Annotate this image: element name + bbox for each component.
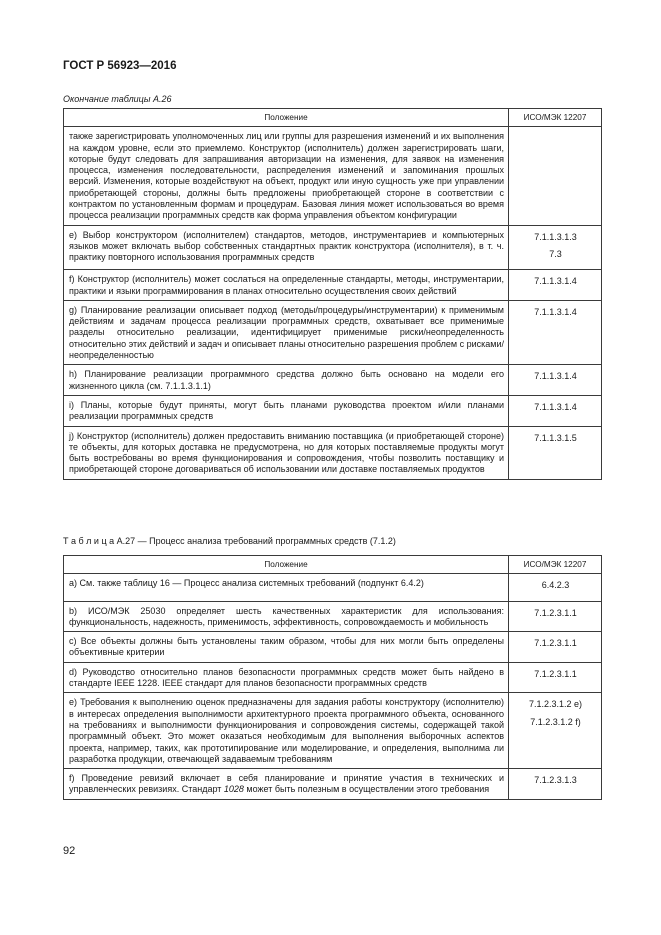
reference-code: 7.1.2.3.1.1: [534, 638, 577, 649]
table-row: [64, 365, 602, 396]
document-code: ГОСТ Р 56923—2016: [63, 60, 177, 72]
row-text: f) Конструктор (исполнитель) может сослаться на определенные стандарты, методы, инструментарии, практики и языки программирования в планах относительно осуществления своих действий: [64, 270, 509, 301]
reference-code: 7.1.1.3.1.4: [534, 306, 577, 317]
row-text: е) Требования к выполнению оценок предназначены для задания работы конструктору (исполнителю) в интересах определения выполнимости архитектурного проекта программного объекта, основанного на требованиях и выполнимости функционирования и сопровождения системы, содержащей такой программный объект. Это может оказаться необходимым для выполнения выборочных аспектов проекта, например, таких, как прототипирование или моделирование, и определения, выполнима ли разработка продукции, отвечающей задаваемым требованиям: [64, 693, 509, 769]
row-text: d) Руководство относительно планов безопасности программных средств может быть найдено в стандарте IEEE 1228. IEEE стандарт для планов безопасности программных средств: [64, 662, 509, 693]
reference-code: 7.1.1.3.1.5: [534, 432, 577, 443]
row-reference: [509, 693, 602, 769]
row-text-part: может быть полезным в осуществлении этого требования: [243, 784, 490, 795]
reference-code: 6.4.2.3: [541, 580, 570, 591]
row-reference: [509, 225, 602, 270]
table-row: [64, 127, 602, 225]
row-text: также зарегистрировать уполномоченных лиц или группы для разрешения изменений и их выполнения на каждом уровне, если это приемлемо. Конструктор (исполнитель) должен зарегистрировать шаги, которые будут следовать для запрашивания авторизации на изменения, для заявок на изменения процесса, изменения последовательности, распределения изменений и запоминания прошлых версий. Изменения, которые воздействуют на объект, продукт или иную сущность уже при управлении приобретающей стороны, должны быть предложены приобретающей стороне в соответствии с контрактом по установленным формам и процедурам. Базовая линия может использоваться во время процесса реализации программных средств как форма управления объектом конфигурации: [64, 127, 509, 225]
column-header-provision: Положение: [64, 109, 509, 127]
reference-code: 7.1.1.3.1.3: [534, 231, 577, 242]
table-row: [64, 693, 602, 769]
row-reference: [509, 300, 602, 364]
table-row: [64, 662, 602, 693]
table-row: [64, 601, 602, 632]
page-number: 92: [63, 845, 76, 857]
reference-code: 7.1.2.3.1.1: [534, 668, 577, 679]
reference-code: 7.1.1.3.1.4: [534, 401, 577, 412]
table-row: [64, 426, 602, 479]
table-header-row: [64, 556, 602, 574]
row-text: i) Планы, которые будут приняты, могут быть планами руководства проектом и/или планами реализации программных средств: [64, 395, 509, 426]
table-caption-a27: Т а б л и ц а А.27 — Процесс анализа требований программных средств (7.1.2): [63, 536, 396, 546]
row-reference: [509, 662, 602, 693]
row-text: [64, 769, 509, 800]
table-row: [64, 769, 602, 800]
row-reference: [509, 270, 602, 301]
table-row: [64, 300, 602, 364]
reference-code: 7.1.2.3.1.2 f): [530, 716, 581, 727]
reference-code: 7.3: [549, 248, 562, 259]
row-text: h) Планирование реализации программного средства должно быть основано на модели его жизненного цикла (см. 7.1.1.3.1.1): [64, 365, 509, 396]
table-row: [64, 270, 602, 301]
column-header-iso: ИСО/МЭК 12207: [509, 109, 602, 127]
row-text: b) ИСО/МЭК 25030 определяет шесть качественных характеристик для использования: функциональность, надежность, применимость, эффективность, сопровождаемость и мобильность: [64, 601, 509, 632]
row-text: j) Конструктор (исполнитель) должен предоставить вниманию поставщика (и приобретающей стороне) те объекты, для которых доставка не предусмотрена, но для которых поставляемые продукты могут быть востребованы во время функционирования и сопровождения, чтобы позволить поставщику и приобретающей стороне договариваться об использовании или доставке поставляемых продуктов: [64, 426, 509, 479]
table-header-row: [64, 109, 602, 127]
table-a26-end: [63, 108, 602, 480]
table-caption-continuation: Окончание таблицы А.26: [63, 94, 172, 104]
table-row: [64, 225, 602, 270]
row-reference: [509, 426, 602, 479]
reference-code: 7.1.1.3.1.4: [534, 276, 577, 287]
row-text: е) Выбор конструктором (исполнителем) стандартов, методов, инструментариев и компьютерных языков может включать выбор собственных стандартных практик конструктора (исполнителя), в т. ч. практику повторного использования программных средств: [64, 225, 509, 270]
row-text: а) См. также таблицу 16 — Процесс анализа системных требований (подпункт 6.4.2): [64, 574, 509, 601]
row-reference: [509, 601, 602, 632]
row-reference: [509, 769, 602, 800]
row-text: g) Планирование реализации описывает подход (методы/процедуры/инструментарии) к применимым действиям и задачам процесса реализации программных средств, охватывает все применимые разделы относительно реализации, идентифицирует применимые риски/неопределенность относительно этих действий и задач и описывает планы относительно разрешения проблем с рисками/неопределенностью: [64, 300, 509, 364]
row-reference: [509, 632, 602, 663]
column-header-provision: Положение: [64, 556, 509, 574]
table-a27: [63, 555, 602, 800]
row-text: с) Все объекты должны быть установлены таким образом, чтобы для них могли быть определены объективные критерии: [64, 632, 509, 663]
standard-number: 1028: [223, 784, 244, 795]
reference-code: 7.1.2.3.1.1: [534, 607, 577, 618]
table-row: [64, 395, 602, 426]
row-reference: [509, 127, 602, 225]
column-header-iso: ИСО/МЭК 12207: [509, 556, 602, 574]
row-text-part: f) Проведение ревизий включает в себя планирование и принятие участия в технических и управленческих ревизиях. Стандарт: [69, 773, 504, 795]
reference-code: 7.1.2.3.1.3: [534, 775, 577, 786]
table-row: [64, 574, 602, 601]
row-reference: [509, 574, 602, 601]
row-reference: [509, 395, 602, 426]
reference-code: 7.1.2.3.1.2 е): [528, 699, 583, 710]
reference-code: 7.1.1.3.1.4: [534, 371, 577, 382]
row-reference: [509, 365, 602, 396]
table-row: [64, 632, 602, 663]
